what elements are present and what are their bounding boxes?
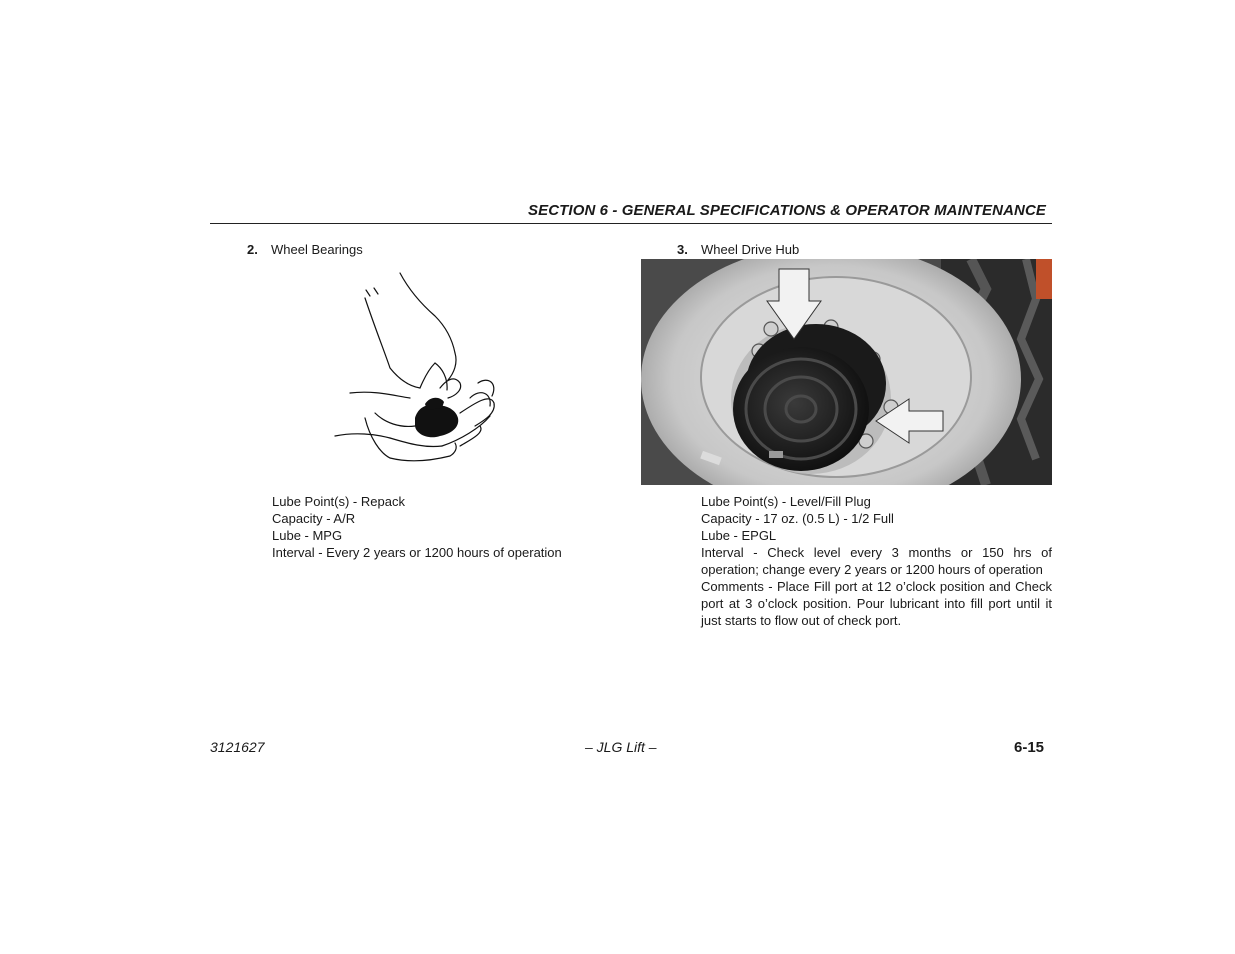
footer-brand: – JLG Lift –	[585, 739, 657, 755]
page-number: 6-15	[1014, 739, 1045, 756]
item-2-lube-points: Lube Point(s) - Repack	[272, 494, 405, 509]
item-2-interval: Interval - Every 2 years or 1200 hours of operation	[272, 545, 562, 560]
item-3-interval: Interval - Check level every 3 months or 150 hrs of operation; change every 2 years or 1200 hours of operation	[701, 545, 1052, 577]
item-3-number: 3.	[677, 242, 688, 257]
section-header	[210, 202, 1052, 224]
item-2-title: Wheel Bearings	[271, 242, 363, 257]
doc-number: 3121627	[210, 739, 265, 755]
section-title: SECTION 6 - GENERAL SPECIFICATIONS & OPERATOR MAINTENANCE	[528, 202, 1046, 219]
item-3-comments: Comments - Place Fill port at 12 o’clock position and Check port at 3 o’clock position. Pour lubricant into fill port until it just starts to flow out of check port.	[701, 579, 1052, 628]
item-3-title: Wheel Drive Hub	[701, 242, 800, 257]
item-3-lube-points: Lube Point(s) - Level/Fill Plug	[701, 494, 871, 509]
item-3-heading	[677, 242, 877, 258]
hand-grease-illustration	[330, 268, 505, 468]
item-2-details	[272, 493, 602, 561]
item-2-number: 2.	[247, 242, 258, 257]
item-3-capacity: Capacity - 17 oz. (0.5 L) - 1/2 Full	[701, 511, 894, 526]
item-3-lube: Lube - EPGL	[701, 528, 777, 543]
item-3-details	[701, 493, 1052, 629]
wheel-drive-hub-photo	[641, 259, 1052, 485]
item-2-capacity: Capacity - A/R	[272, 511, 356, 526]
item-2-lube: Lube - MPG	[272, 528, 343, 543]
item-2-heading	[247, 242, 447, 258]
